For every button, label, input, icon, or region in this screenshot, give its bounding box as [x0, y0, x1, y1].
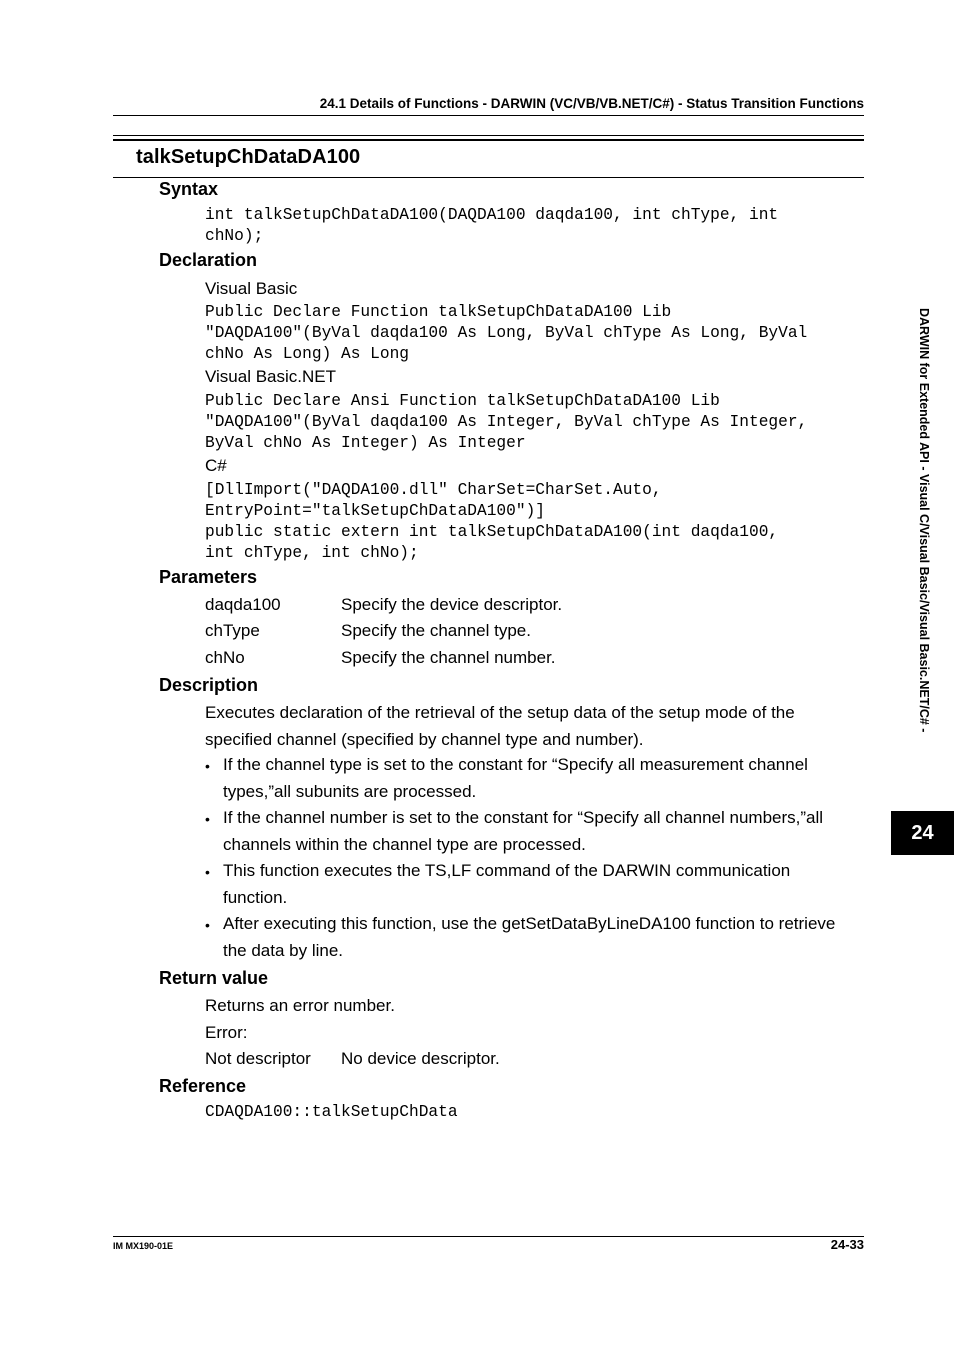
vb-declaration-line: chNo As Long) As Long [205, 345, 409, 363]
param-desc: Specify the device descriptor. [341, 595, 563, 614]
param-desc: Specify the channel number. [341, 648, 556, 667]
title-rule-top-thin [113, 135, 864, 136]
function-title: talkSetupChDataDA100 [136, 146, 361, 168]
description-intro-line: specified channel (specified by channel type and number). [205, 730, 644, 749]
return-value-text: Returns an error number. [205, 996, 395, 1015]
chapter-tab: 24 [891, 811, 954, 855]
error-label: Error: [205, 1023, 248, 1042]
bullet-text: This function executes the TS,LF command of the DARWIN communication function. [223, 861, 791, 907]
reference-heading: Reference [159, 1076, 247, 1096]
reference-code: CDAQDA100::talkSetupChData [205, 1103, 458, 1121]
cs-label: C# [205, 456, 227, 475]
param-name: chType [205, 621, 260, 640]
chapter-side-title: DARWIN for Extended API - Visual C/Visual Basic/Visual Basic.NET/C# - [917, 308, 931, 733]
header-rule [113, 115, 864, 116]
bullet-text: If the channel number is set to the constant for “Specify all channel numbers,”all channels within the channel type are processed. [223, 808, 824, 854]
vb-label: Visual Basic [205, 279, 298, 298]
vbnet-declaration-line: Public Declare Ansi Function talkSetupChDataDA100 Lib [205, 392, 720, 410]
bullet-text: After executing this function, use the getSetDataByLineDA100 function to retrieve the data by line. [223, 914, 836, 960]
running-header: 24.1 Details of Functions - DARWIN (VC/VB/VB.NET/C#) - Status Transition Functions [319, 96, 864, 111]
footer-rule [113, 1236, 864, 1237]
param-name: chNo [205, 648, 245, 667]
cs-declaration-line: EntryPoint="talkSetupChDataDA100")] [205, 502, 545, 520]
bullet-marker: • [205, 917, 210, 933]
title-rule-bottom [113, 177, 864, 178]
param-name: daqda100 [205, 595, 281, 614]
description-heading: Description [159, 675, 259, 695]
cs-declaration-line: int chType, int chNo); [205, 544, 419, 562]
bullet-marker: • [205, 811, 210, 827]
page-number: 24-33 [830, 1237, 864, 1252]
bullet-marker: • [205, 758, 210, 774]
bullet-marker: • [205, 864, 210, 880]
title-rule-top-thick [113, 139, 864, 141]
error-name: Not descriptor [205, 1049, 311, 1068]
syntax-line: chNo); [205, 227, 264, 245]
param-desc: Specify the channel type. [341, 621, 531, 640]
error-desc: No device descriptor. [341, 1049, 500, 1068]
cs-declaration-line: [DllImport("DAQDA100.dll" CharSet=CharSet.Auto, [205, 481, 662, 499]
cs-declaration-line: public static extern int talkSetupChDataDA100(int daqda100, [205, 523, 779, 541]
vb-declaration-line: Public Declare Function talkSetupChDataDA100 Lib [205, 303, 672, 321]
vbnet-declaration-line: ByVal chNo As Integer) As Integer [205, 434, 526, 452]
declaration-heading: Declaration [159, 250, 258, 270]
vb-declaration-line: "DAQDA100"(ByVal daqda100 As Long, ByVal chType As Long, ByVal [205, 324, 808, 342]
syntax-line: int talkSetupChDataDA100(DAQDA100 daqda100, int chType, int [205, 206, 779, 224]
document-id: IM MX190-01E [113, 1241, 174, 1251]
description-intro-line: Executes declaration of the retrieval of the setup data of the setup mode of the [205, 703, 795, 722]
return-value-heading: Return value [159, 968, 269, 988]
bullet-text: If the channel type is set to the constant for “Specify all measurement channel types,”all subunits are processed. [223, 755, 808, 801]
vbnet-declaration-line: "DAQDA100"(ByVal daqda100 As Integer, ByVal chType As Integer, [205, 413, 808, 431]
parameters-heading: Parameters [159, 567, 258, 587]
vbnet-label: Visual Basic.NET [205, 367, 337, 386]
syntax-heading: Syntax [159, 179, 219, 199]
